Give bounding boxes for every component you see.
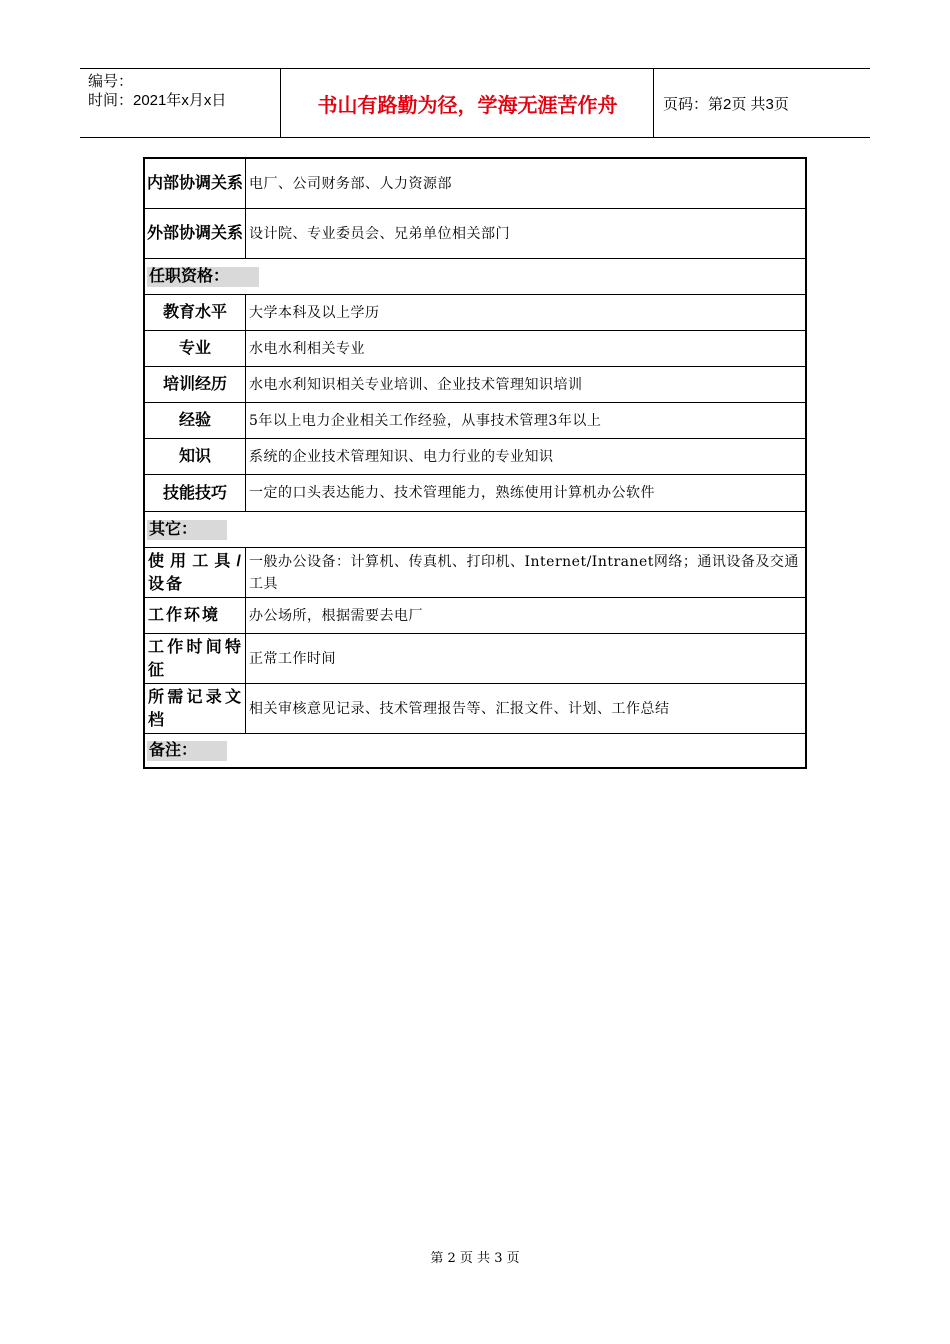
document-number: 编号： [88, 73, 134, 90]
section-remarks-title: 备注： [147, 741, 227, 761]
value-tools: 一般办公设备：计算机、传真机、打印机、Internet/Intranet网络；通讯设备及交通工具 [249, 553, 799, 592]
value-knowledge: 系统的企业技术管理知识、电力行业的专业知识 [249, 448, 554, 465]
value-skills: 一定的口头表达能力、技术管理能力，熟练使用计算机办公软件 [249, 485, 655, 501]
value-environment: 办公场所，根据需要去电厂 [249, 607, 423, 624]
header-meta [80, 69, 281, 137]
row-internal-coordination [145, 159, 805, 209]
row-tools [145, 548, 805, 598]
label-education: 教育水平 [145, 295, 246, 330]
value-training: 水电水利知识相关专业培训、企业技术管理知识培训 [249, 376, 583, 393]
row-education [145, 295, 805, 331]
row-experience [145, 403, 805, 439]
row-work-time [145, 634, 805, 684]
label-training: 培训经历 [145, 367, 246, 402]
value-major: 水电水利相关专业 [249, 340, 365, 357]
label-skills: 技能技巧 [145, 475, 246, 511]
label-knowledge: 知识 [145, 439, 246, 474]
label-work-time: 工作时间特征 [145, 634, 246, 683]
section-other [145, 512, 805, 548]
value-work-time: 正常工作时间 [249, 650, 336, 667]
row-skills [145, 475, 805, 512]
label-external-coordination: 外部协调关系 [145, 209, 246, 258]
row-environment [145, 598, 805, 634]
section-remarks [145, 734, 805, 767]
label-major: 专业 [145, 331, 246, 366]
label-records: 所需记录文档 [145, 684, 246, 733]
row-major [145, 331, 805, 367]
section-other-title: 其它： [147, 520, 227, 540]
value-internal-coordination: 电厂、公司财务部、人力资源部 [249, 175, 452, 192]
page-footer: 第 2 页 共 3 页 [430, 1251, 520, 1266]
value-experience: 5年以上电力企业相关工作经验，从事技术管理3年以上 [249, 412, 602, 429]
label-tools: 使用工具/设备 [145, 548, 246, 597]
job-description-table [143, 157, 807, 769]
document-time: 时间：2021年x月x日 [88, 92, 227, 109]
section-qualifications-title: 任职资格： [147, 267, 259, 287]
row-knowledge [145, 439, 805, 475]
row-external-coordination [145, 209, 805, 259]
section-qualifications [145, 259, 805, 295]
label-environment: 工作环境 [145, 598, 246, 633]
page-header [80, 68, 870, 138]
value-records: 相关审核意见记录、技术管理报告等、汇报文件、计划、工作总结 [249, 700, 670, 717]
value-education: 大学本科及以上学历 [249, 304, 380, 321]
label-experience: 经验 [145, 403, 246, 438]
label-internal-coordination: 内部协调关系 [145, 159, 246, 208]
header-motto: 书山有路勤为径，学海无涯苦作舟 [282, 69, 654, 137]
value-external-coordination: 设计院、专业委员会、兄弟单位相关部门 [249, 225, 510, 242]
row-training [145, 367, 805, 403]
header-page-info: 页码：第2页 共3页 [663, 95, 789, 113]
row-records [145, 684, 805, 734]
